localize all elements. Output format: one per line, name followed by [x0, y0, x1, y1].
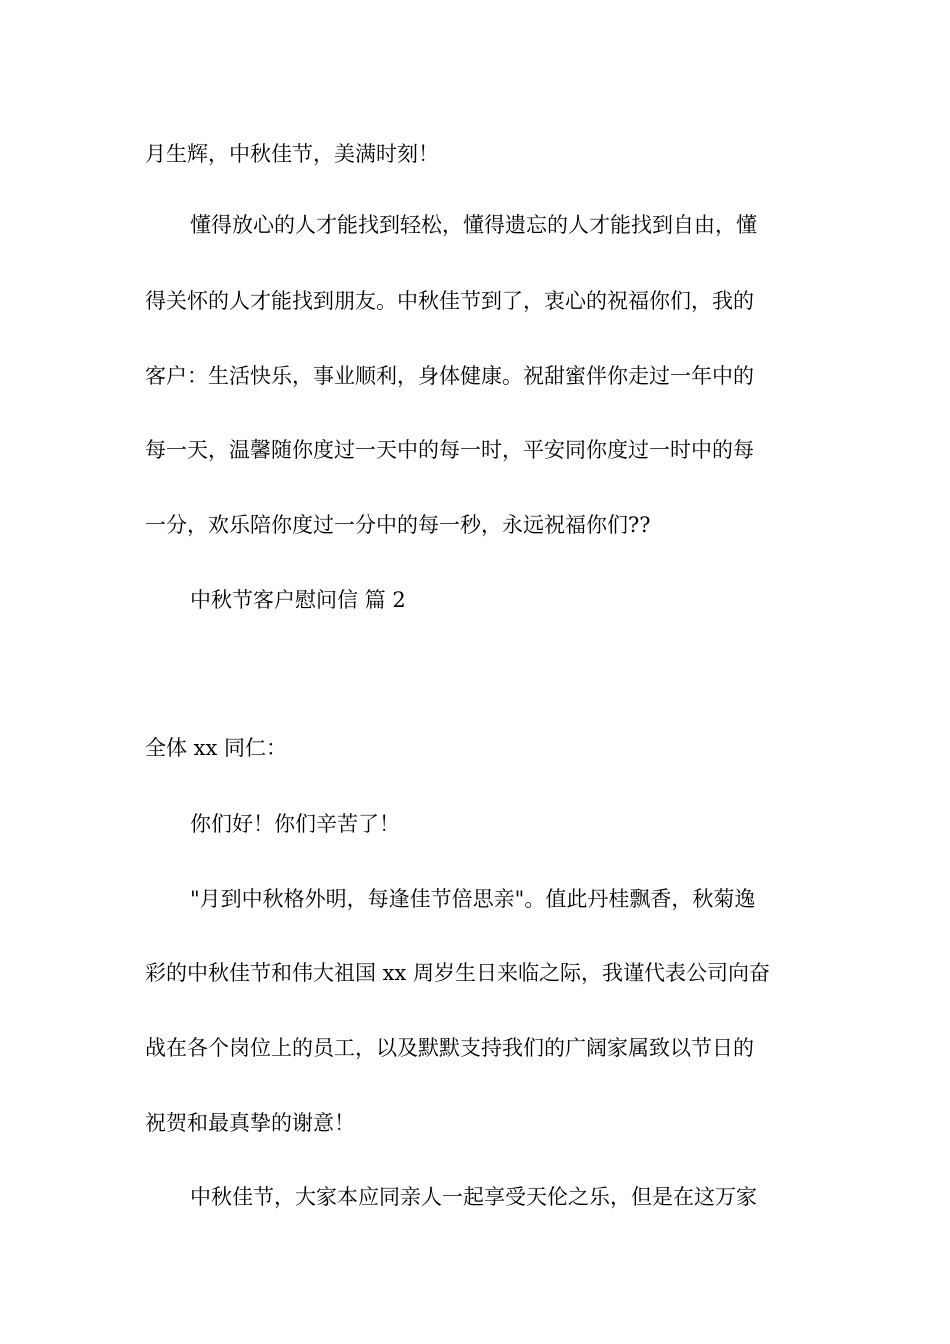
- text-line: 中秋佳节，大家本应同亲人一起享受天伦之乐，但是在这万家: [190, 1185, 757, 1209]
- text-line: 得关怀的人才能找到朋友。中秋佳节到了，衷心的祝福你们，我的: [145, 289, 754, 313]
- section-heading: 中秋节客户慰问信 篇 2: [190, 588, 406, 612]
- text-line: 懂得放心的人才能找到轻松，懂得遗忘的人才能找到自由，懂: [190, 213, 757, 237]
- text-line: 一分，欢乐陪你度过一分中的每一秒，永远祝福你们??: [145, 513, 651, 537]
- text-line: "月到中秋格外明，每逢佳节倍思亲"。值此丹桂飘香，秋菊逸: [190, 887, 756, 911]
- text-line: 战在各个岗位上的员工，以及默默支持我们的广阔家属致以节日的: [145, 1036, 754, 1060]
- text-line: 月生辉，中秋佳节，美满时刻！: [145, 142, 439, 166]
- text-line: 祝贺和最真挚的谢意！: [145, 1111, 355, 1135]
- text-line: 每一天，温馨随你度过一天中的每一时，平安同你度过一时中的每: [145, 438, 754, 462]
- text-line: 你们好！你们辛苦了！: [190, 812, 400, 836]
- text-line: 彩的中秋佳节和伟大祖国 xx 周岁生日来临之际，我谨代表公司向奋: [145, 961, 771, 985]
- salutation: 全体 xx 同仁：: [145, 736, 288, 760]
- text-line: 客户：生活快乐，事业顺利，身体健康。祝甜蜜伴你走过一年中的: [145, 364, 754, 388]
